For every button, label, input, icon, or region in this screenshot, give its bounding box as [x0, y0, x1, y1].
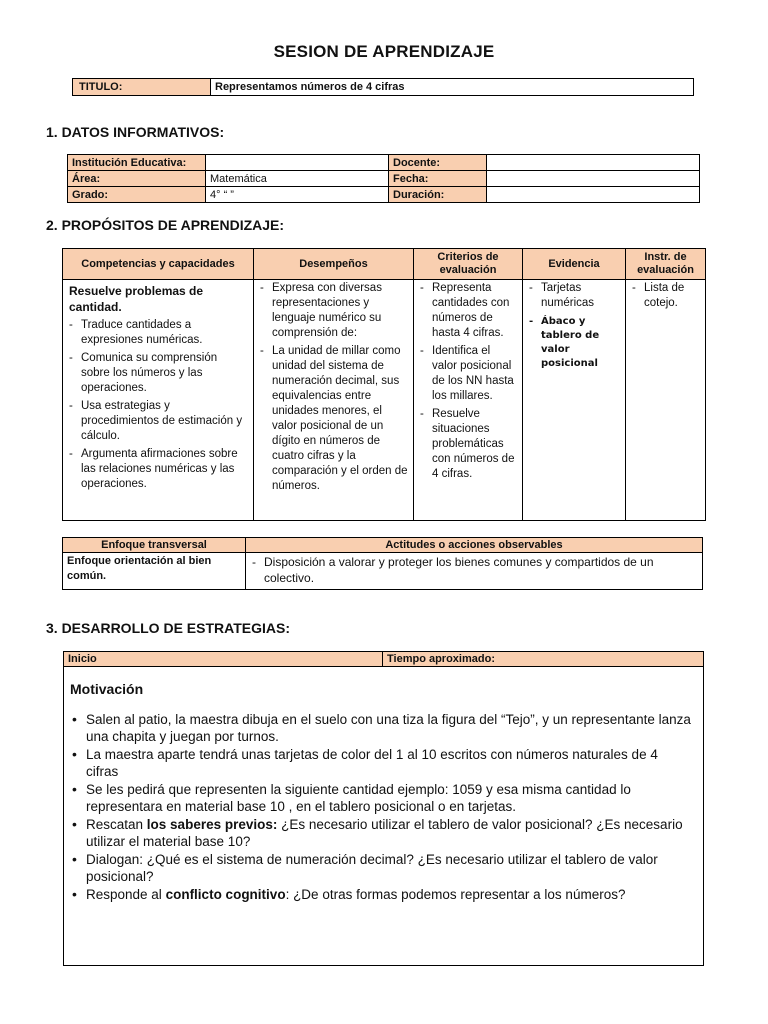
desempeno-item: - Expresa con diversas representaciones y lenguaje numérico su comprensión de:: [258, 281, 409, 341]
estrategias-header-table: [63, 651, 704, 667]
section1-heading: 1. DATOS INFORMATIVOS:: [46, 124, 225, 140]
institucion-value: [206, 155, 389, 171]
motivacion-item: • Dialogan: ¿Qué es el sistema de numeración decimal? ¿Es necesario utilizar el tablero de valor posicional?: [67, 851, 692, 885]
saberes-bold: los saberes previos:: [146, 817, 278, 832]
fecha-value: [487, 171, 700, 187]
docente-value: [487, 155, 700, 171]
area-value: Matemática: [206, 171, 389, 187]
evidencia-item: - Tarjetas numéricas: [527, 281, 621, 311]
motivacion-list: [67, 711, 692, 904]
instrumento-item: - Lista de cotejo.: [630, 281, 701, 311]
criterio-item: - Resuelve situaciones problemáticas con números de 4 cifras.: [418, 407, 518, 482]
evidencia-cell: [523, 280, 626, 521]
titulo-value: Representamos números de 4 cifras: [211, 79, 694, 96]
duracion-value: [487, 187, 700, 203]
motivacion-item: • Se les pedirá que representen la siguiente cantidad ejemplo: 1059 y esa misma cantidad lo representara en material base 10 , en el tablero posicional o en tarjetas.: [67, 781, 692, 815]
grado-label: Grado:: [68, 187, 206, 203]
capacidad-item: - Usa estrategias y procedimientos de estimación y cálculo.: [67, 399, 249, 444]
grado-value: 4° “ ”: [206, 187, 389, 203]
evidencia-item: - Ábaco y tablero de valor posicional: [527, 315, 621, 371]
document-title: SESION DE APRENDIZAJE: [273, 42, 495, 61]
desempenos-cell: [254, 280, 414, 521]
saberes-post: ¿Es necesario utilizar el tablero de valor posicional? ¿Es necesario utilizar el material base 10?: [86, 817, 683, 849]
actitud-item: - Disposición a valorar y proteger los bienes comunes y compartidos de un colectivo.: [250, 554, 698, 586]
estrategias-box: [63, 667, 704, 966]
motivacion-item: • La maestra aparte tendrá unas tarjetas de color del 1 al 10 escritos con números naturales de 4 cifras: [67, 746, 692, 780]
competencias-cell: [63, 280, 254, 521]
enfoque-table: [62, 537, 703, 590]
conflicto-bold: conflicto cognitivo: [165, 887, 286, 902]
area-label: Área:: [68, 171, 206, 187]
institucion-label: Institución Educativa:: [68, 155, 206, 171]
enfoque-name: Enfoque orientación al bien común.: [63, 553, 246, 590]
datos-table: [67, 154, 700, 203]
docente-label: Docente:: [389, 155, 487, 171]
section2-heading: 2. PROPÓSITOS DE APRENDIZAJE:: [46, 217, 285, 233]
inicio-label: Inicio: [64, 652, 383, 667]
motivacion-item: [67, 886, 692, 903]
propositos-table: [62, 248, 706, 521]
header-desempenos: Desempeños: [254, 249, 414, 280]
enfoque-header: Enfoque transversal: [63, 538, 246, 553]
fecha-label: Fecha:: [389, 171, 487, 187]
criterios-cell: [414, 280, 523, 521]
titulo-label: TITULO:: [73, 79, 211, 96]
conflicto-pre: Responde al: [86, 887, 166, 902]
motivacion-item: • Salen al patio, la maestra dibuja en el suelo con una tiza la figura del “Tejo”, y un representante lanza una chapita y juegan por turnos.: [67, 711, 692, 745]
instrumento-cell: [626, 280, 706, 521]
header-instrumento: Instr. de evaluación: [626, 249, 706, 280]
section3-heading: 3. DESARROLLO DE ESTRATEGIAS:: [46, 620, 290, 636]
motivacion-item: [67, 816, 692, 850]
actitud-cell: [246, 553, 703, 590]
criterio-item: - Identifica el valor posicional de los NN hasta los millares.: [418, 344, 518, 404]
saberes-pre: Rescatan: [86, 817, 147, 832]
motivacion-title: Motivación: [70, 681, 144, 697]
capacidad-item: - Comunica su comprensión sobre los números y las operaciones.: [67, 351, 249, 396]
header-evidencia: Evidencia: [523, 249, 626, 280]
actitudes-header: Actitudes o acciones observables: [246, 538, 703, 553]
criterio-item: - Representa cantidades con números de hasta 4 cifras.: [418, 281, 518, 341]
competencia-title: Resuelve problemas de cantidad.: [69, 284, 204, 314]
titulo-table: [72, 78, 694, 96]
duracion-label: Duración:: [389, 187, 487, 203]
conflicto-post: : ¿De otras formas podemos representar a los números?: [285, 887, 626, 902]
header-competencias: Competencias y capacidades: [63, 249, 254, 280]
desempeno-item: - La unidad de millar como unidad del sistema de numeración decimal, sus equivalencias entre unidades menores, el valor posicional de un dígito en números de cuatro cifras y la comparación y el orden de números.: [258, 344, 409, 494]
header-criterios: Criterios de evaluación: [414, 249, 523, 280]
capacidad-item: - Argumenta afirmaciones sobre las relaciones numéricas y las operaciones.: [67, 447, 249, 492]
capacidad-item: - Traduce cantidades a expresiones numéricas.: [67, 318, 249, 348]
tiempo-label: Tiempo aproximado:: [383, 652, 704, 667]
